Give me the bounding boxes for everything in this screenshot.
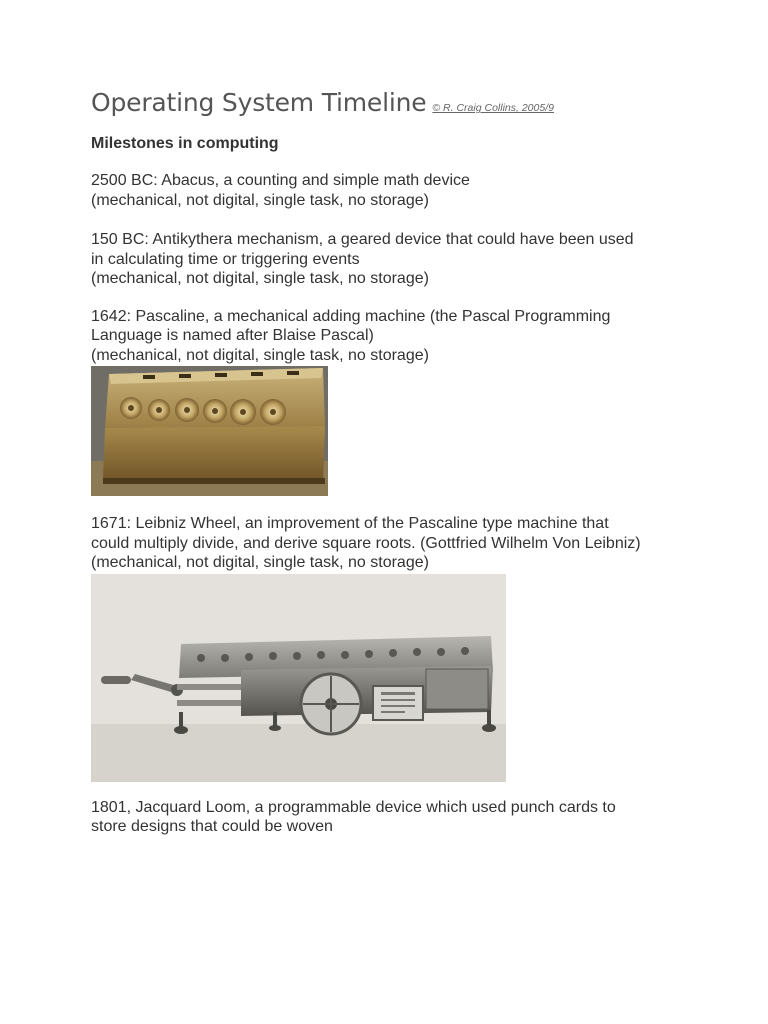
entry-line: store designs that could be woven (91, 818, 333, 835)
timeline-entry-jacquard (91, 798, 691, 837)
pascaline-illustration (91, 366, 328, 496)
timeline-entry-leibniz (91, 514, 691, 573)
title-row (91, 88, 691, 117)
entry-line: (mechanical, not digital, single task, no storage) (91, 346, 429, 364)
entry-line: 1801, Jacquard Loom, a programmable device which used punch cards to (91, 798, 616, 816)
leibniz-wheel-photo (91, 574, 506, 782)
section-subheading: Milestones in computing (91, 135, 279, 152)
entry-line: in calculating time or triggering events (91, 250, 360, 268)
entry-line: 1642: Pascaline, a mechanical adding machine (the Pascal Programming (91, 307, 611, 325)
timeline-entry-antikythera (91, 230, 691, 289)
page-title: Operating System Timeline (91, 88, 427, 117)
entry-line: 2500 BC: Abacus, a counting and simple math device (91, 172, 470, 189)
entry-line: Language is named after Blaise Pascal) (91, 327, 374, 344)
pascaline-photo (91, 366, 328, 496)
document-page (91, 88, 691, 837)
timeline-entry-abacus (91, 171, 691, 210)
timeline-entry-pascaline (91, 307, 691, 366)
entry-line: (mechanical, not digital, single task, no storage) (91, 270, 429, 287)
entry-line: (mechanical, not digital, single task, no storage) (91, 191, 429, 209)
leibniz-illustration (91, 574, 506, 782)
entry-line: could multiply divide, and derive square roots. (Gottfried Wilhelm Von Leibniz) (91, 534, 641, 552)
entry-line: 150 BC: Antikythera mechanism, a geared device that could have been used (91, 231, 634, 248)
entry-line: (mechanical, not digital, single task, no storage) (91, 554, 429, 571)
copyright-link[interactable]: © R. Craig Collins, 2005/9 (432, 102, 554, 114)
entry-line: 1671: Leibniz Wheel, an improvement of the Pascaline type machine that (91, 515, 609, 532)
